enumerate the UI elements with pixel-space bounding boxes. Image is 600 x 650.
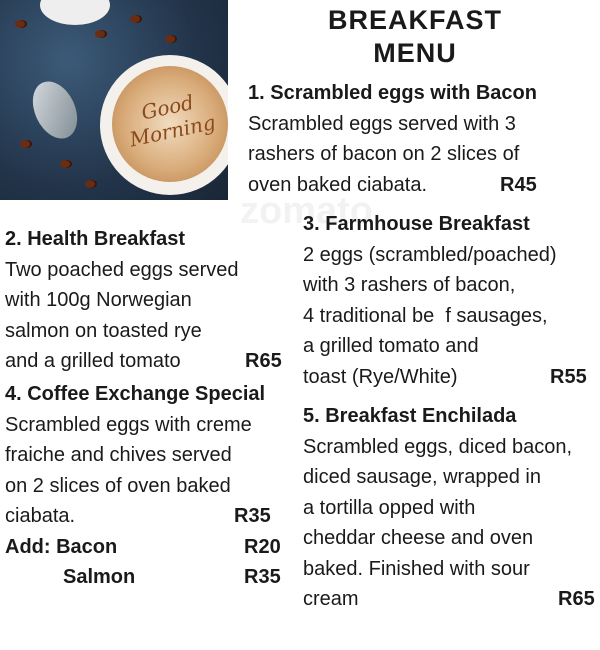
item-desc-row: [5, 501, 295, 532]
menu-item-4: [5, 379, 295, 588]
item-desc: rashers of bacon on 2 slices of: [248, 143, 520, 165]
item-desc: with 3 rashers of bacon,: [303, 274, 516, 296]
meringue-decoration: [40, 0, 110, 25]
addon-price: R20: [244, 535, 281, 558]
item-price: R65: [558, 588, 595, 610]
item-name: 5. Breakfast Enchilada: [303, 405, 517, 427]
title-line: BREAKFAST: [327, 5, 502, 35]
addon-row: [5, 532, 295, 563]
item-desc: Scrambled eggs served with 3: [248, 112, 516, 135]
item-name: 3. Farmhouse Breakfast: [303, 213, 530, 235]
item-desc-row: [248, 170, 548, 201]
item-desc: on 2 slices of oven baked: [5, 474, 231, 497]
addon-name: Salmon: [63, 566, 136, 588]
item-price: R45: [500, 173, 537, 196]
item-price: R65: [245, 350, 282, 372]
coffee-bean: [85, 180, 97, 188]
menu-item-3: [303, 209, 598, 392]
menu-title: [300, 4, 530, 70]
coffee-bean: [95, 30, 107, 38]
item-name: 1. Scrambled eggs with Bacon: [248, 82, 537, 104]
addon-price: R35: [244, 566, 281, 588]
coffee-bean: [130, 15, 142, 23]
menu-item-1: [248, 78, 548, 200]
item-desc-row: [5, 346, 295, 377]
item-desc: baked. Finished with sour: [303, 557, 530, 580]
item-desc: a tortilla opped with: [303, 496, 476, 519]
item-price: R35: [234, 505, 271, 527]
item-desc: oven baked ciabata.: [248, 173, 428, 196]
item-desc: with 100g Norwegian: [5, 289, 192, 311]
coffee-photo: [0, 0, 228, 200]
item-desc: Two poached eggs served: [5, 258, 239, 281]
coffee-bean: [15, 20, 27, 28]
title-line: MENU: [373, 38, 457, 68]
item-desc: salmon on toasted rye: [5, 319, 202, 342]
item-desc: and a grilled tomato: [5, 350, 181, 372]
menu-item-5: [303, 401, 598, 615]
coffee-bean: [165, 35, 177, 43]
item-name: 4. Coffee Exchange Special: [5, 383, 266, 405]
item-desc: 2 eggs (scrambled/poached): [303, 243, 557, 266]
item-desc: ciabata.: [5, 505, 76, 527]
addon-name: Bacon: [56, 535, 118, 558]
addon-label: Add:: [5, 535, 51, 558]
latte-art-text: Good Morning: [127, 90, 218, 152]
item-desc-row: [303, 584, 598, 615]
item-desc-row: [303, 362, 598, 393]
coffee-bean: [20, 140, 32, 148]
item-desc: toast (Rye/White): [303, 365, 458, 388]
item-desc: Scrambled eggs, diced bacon,: [303, 435, 573, 458]
coffee-bean: [60, 160, 72, 168]
item-desc: cheddar cheese and oven: [303, 527, 534, 549]
item-desc: cream: [303, 588, 359, 610]
item-desc: a grilled tomato and: [303, 335, 479, 357]
menu-item-2: [5, 224, 295, 377]
item-desc: diced sausage, wrapped in: [303, 466, 541, 488]
watermark: zomato: [240, 190, 373, 232]
item-name: 2. Health Breakfast: [5, 228, 186, 250]
item-desc: 4 traditional be f sausages,: [303, 304, 548, 327]
item-desc: fraiche and chives served: [5, 444, 232, 466]
item-desc: Scrambled eggs with creme: [5, 413, 252, 436]
item-price: R55: [550, 365, 587, 388]
spoon: [24, 74, 86, 145]
